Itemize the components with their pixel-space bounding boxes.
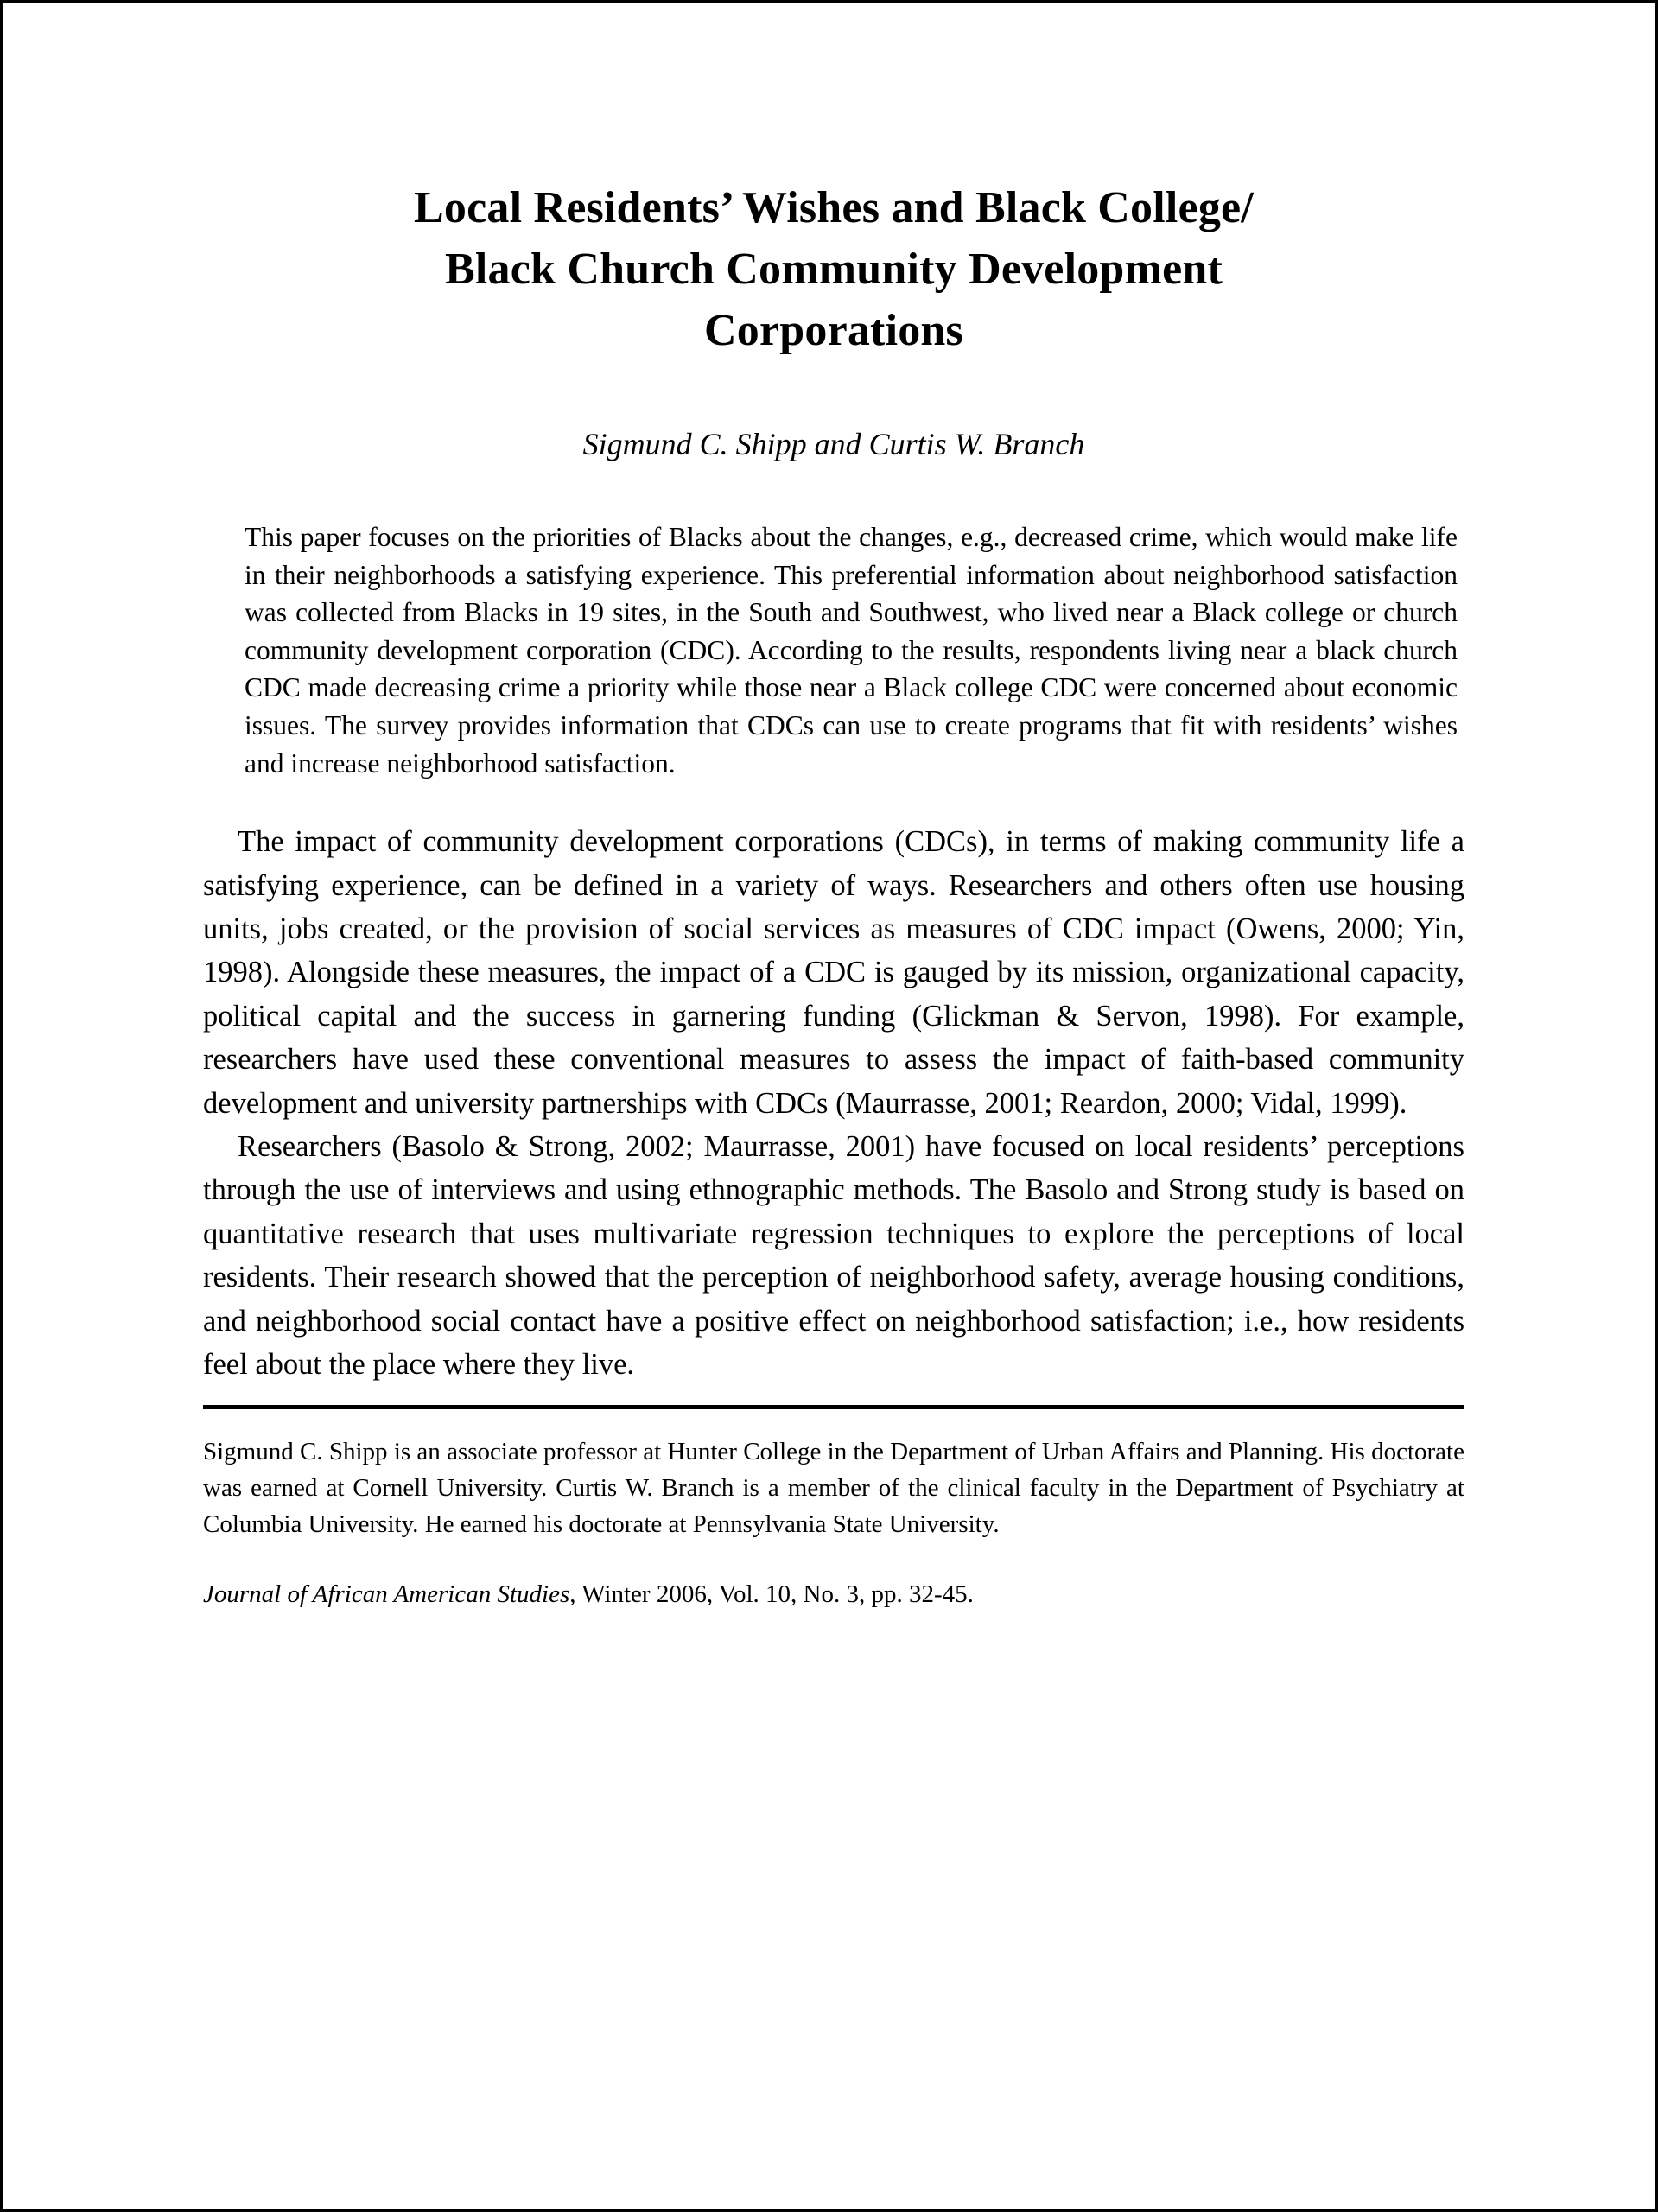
page-content xyxy=(203,3,1464,1611)
journal-name: Journal of African American Studies xyxy=(203,1580,570,1609)
journal-citation xyxy=(203,1577,1464,1611)
abstract-text: This paper focuses on the priorities of Blacks about the changes, e.g., decreased crime, which would make life in their neighborhoods a satisfying experience. This preferential information about neighborhood satisfaction was collected from Blacks in 19 sites, in the South and Southwest, who lived near a Black college or church community development corporation (CDC). According to the results, respondents living near a black church CDC made decreasing crime a priority while those near a Black college CDC were concerned about economic issues. The survey provides information that CDCs can use to create programs that fit with residents’ wishes and increase neighborhood satisfaction. xyxy=(245,522,1458,779)
body-text xyxy=(203,820,1464,1386)
body-paragraph: The impact of community development corporations (CDCs), in terms of making community life a satisfying experience, can be defined in a variety of ways. Researchers and others often use housing units, jobs created, or the provision of social services as measures of CDC impact (Owens, 2000; Yin, 1998). Alongside these measures, the impact of a CDC is gauged by its mission, organizational capacity, political capital and the success in garnering funding (Glickman & Servon, 1998). For example, researchers have used these conventional measures to assess the impact of faith-based community development and university partnerships with CDCs (Maurrasse, 2001; Reardon, 2000; Vidal, 1999). xyxy=(203,825,1464,1120)
title-line-1: Local Residents’ Wishes and Black College/ xyxy=(414,183,1254,232)
journal-issue-info: , Winter 2006, Vol. 10, No. 3, pp. 32-45. xyxy=(569,1580,974,1609)
title-line-3: Corporations xyxy=(704,306,963,355)
author-byline: Sigmund C. Shipp and Curtis W. Branch xyxy=(582,427,1085,461)
title-line-2: Black Church Community Development xyxy=(445,245,1223,294)
author-footnote xyxy=(203,1433,1464,1542)
page-title xyxy=(203,177,1464,361)
body-paragraph: Researchers (Basolo & Strong, 2002; Maurrasse, 2001) have focused on local residents’ perceptions through the use of interviews and using ethnographic methods. The Basolo and Strong study is based on quantitative research that uses multivariate regression techniques to explore the perceptions of local residents. Their research showed that the perception of neighborhood safety, average housing conditions, and neighborhood social contact have a positive effect on neighborhood satisfaction; i.e., how residents feel about the place where they live. xyxy=(203,1130,1464,1382)
footnote-divider xyxy=(203,1405,1464,1409)
author-footnote-text: Sigmund C. Shipp is an associate professor at Hunter College in the Department of Urban Affairs and Planning. His doctorate was earned at Cornell University. Curtis W. Branch is a member of the clinical faculty in the Department of Psychiatry at Columbia University. He earned his doctorate at Pennsylvania State University. xyxy=(203,1438,1464,1539)
